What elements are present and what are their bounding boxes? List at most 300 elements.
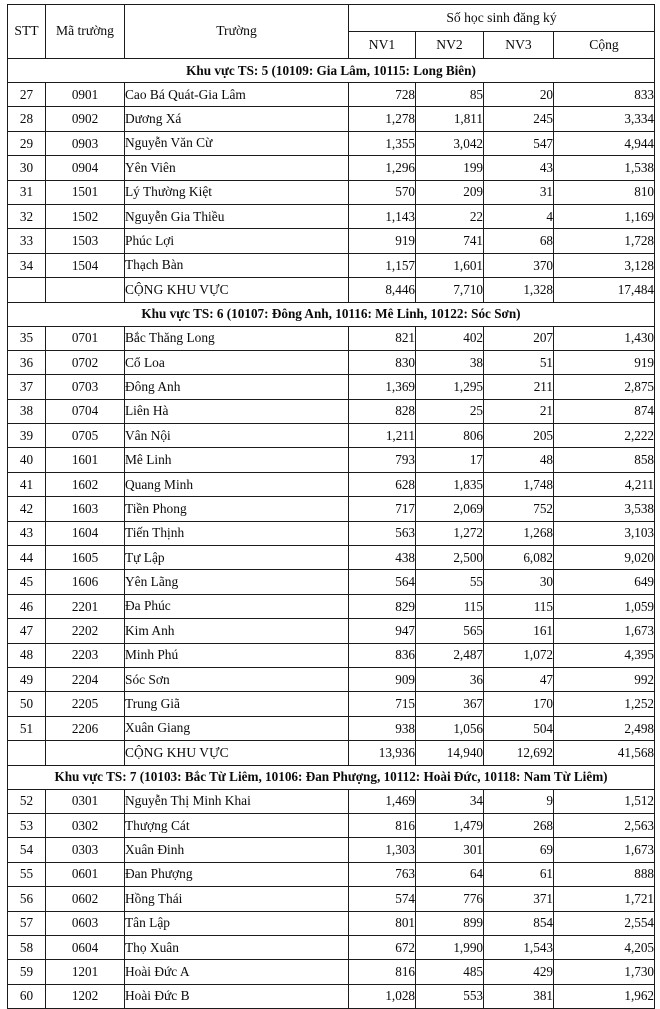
- cell-stt: 60: [8, 984, 46, 1008]
- cell-nv1: 1,211: [349, 424, 416, 448]
- cell-stt: 46: [8, 594, 46, 618]
- cell-cong: 4,211: [554, 472, 655, 496]
- cell-stt: 44: [8, 546, 46, 570]
- column-header-nv3: NV3: [484, 32, 554, 59]
- cell-nv1: 763: [349, 862, 416, 886]
- cell-nv1: 715: [349, 692, 416, 716]
- cell-nv3: 68: [484, 229, 554, 253]
- cell-nv1: 947: [349, 619, 416, 643]
- cell-cong: 1,059: [554, 594, 655, 618]
- cell-stt: 40: [8, 448, 46, 472]
- cell-nv2: 3,042: [416, 131, 484, 155]
- cell-nv3: 9: [484, 789, 554, 813]
- cell-ma-truong: 0604: [46, 935, 125, 959]
- cell-stt: 43: [8, 521, 46, 545]
- cell-cong: 833: [554, 83, 655, 107]
- cell-truong: Cổ Loa: [125, 350, 349, 374]
- cell-truong: Tiền Phong: [125, 497, 349, 521]
- cell-nv3: 47: [484, 667, 554, 691]
- cell-truong: Lý Thường Kiệt: [125, 180, 349, 204]
- cell-nv1: 717: [349, 497, 416, 521]
- cell-cong: 810: [554, 180, 655, 204]
- table-row: [8, 521, 655, 545]
- cell-cong: 41,568: [554, 741, 655, 765]
- cell-nv3: 245: [484, 107, 554, 131]
- table-row: [8, 131, 655, 155]
- cell-truong: Hoài Đức B: [125, 984, 349, 1008]
- section-header-row: [8, 302, 655, 326]
- cell-stt: 59: [8, 960, 46, 984]
- cell-nv1: 1,028: [349, 984, 416, 1008]
- cell-nv3: 43: [484, 156, 554, 180]
- cell-ma-truong: 1603: [46, 497, 125, 521]
- cell-ma-truong: 0705: [46, 424, 125, 448]
- cell-cong: 2,222: [554, 424, 655, 448]
- cell-stt: 41: [8, 472, 46, 496]
- section-header-label: Khu vực TS: 6 (10107: Đông Anh, 10116: Mê Linh, 10122: Sóc Sơn): [8, 302, 655, 326]
- table-row: [8, 253, 655, 277]
- cell-nv3: 4: [484, 204, 554, 228]
- cell-stt: 35: [8, 326, 46, 350]
- cell-nv2: 1,601: [416, 253, 484, 277]
- cell-nv1: 8,446: [349, 278, 416, 302]
- cell-nv3: 370: [484, 253, 554, 277]
- cell-nv3: 207: [484, 326, 554, 350]
- cell-stt: 28: [8, 107, 46, 131]
- cell-truong: Xuân Đinh: [125, 838, 349, 862]
- cell-nv2: 776: [416, 887, 484, 911]
- cell-ma-truong: 0903: [46, 131, 125, 155]
- cell-truong: Minh Phú: [125, 643, 349, 667]
- table-row: [8, 326, 655, 350]
- cell-nv1: 830: [349, 350, 416, 374]
- cell-ma-truong: 0301: [46, 789, 125, 813]
- cell-truong: Hồng Thái: [125, 887, 349, 911]
- column-header-ma-truong: Mã trường: [46, 5, 125, 59]
- cell-cong: 1,730: [554, 960, 655, 984]
- cell-nv3: 1,268: [484, 521, 554, 545]
- cell-nv3: 854: [484, 911, 554, 935]
- cell-nv1: 829: [349, 594, 416, 618]
- cell-stt: 30: [8, 156, 46, 180]
- cell-truong: Phúc Lợi: [125, 229, 349, 253]
- cell-ma-truong: 1201: [46, 960, 125, 984]
- cell-nv1: 1,157: [349, 253, 416, 277]
- cell-ma-truong: 0701: [46, 326, 125, 350]
- cell-ma-truong: 2203: [46, 643, 125, 667]
- cell-nv1: 1,278: [349, 107, 416, 131]
- cell-truong: Bắc Thăng Long: [125, 326, 349, 350]
- school-registration-table: [7, 4, 655, 1009]
- cell-nv2: 301: [416, 838, 484, 862]
- cell-nv2: 1,990: [416, 935, 484, 959]
- cell-nv3: 170: [484, 692, 554, 716]
- cell-stt: 45: [8, 570, 46, 594]
- cell-truong: CỘNG KHU VỰC: [125, 278, 349, 302]
- cell-cong: 1,721: [554, 887, 655, 911]
- cell-ma-truong: 1502: [46, 204, 125, 228]
- cell-cong: 1,673: [554, 619, 655, 643]
- table-row: [8, 813, 655, 837]
- cell-nv3: 211: [484, 375, 554, 399]
- cell-nv3: 21: [484, 399, 554, 423]
- cell-ma-truong: [46, 741, 125, 765]
- cell-ma-truong: [46, 278, 125, 302]
- cell-truong: Dương Xá: [125, 107, 349, 131]
- cell-truong: Sóc Sơn: [125, 667, 349, 691]
- cell-stt: 48: [8, 643, 46, 667]
- cell-cong: 2,563: [554, 813, 655, 837]
- cell-ma-truong: 2205: [46, 692, 125, 716]
- cell-nv2: 209: [416, 180, 484, 204]
- cell-nv1: 821: [349, 326, 416, 350]
- cell-stt: 37: [8, 375, 46, 399]
- cell-cong: 4,205: [554, 935, 655, 959]
- cell-cong: 9,020: [554, 546, 655, 570]
- cell-nv3: 1,543: [484, 935, 554, 959]
- table-row: [8, 399, 655, 423]
- cell-truong: Thượng Cát: [125, 813, 349, 837]
- cell-ma-truong: 0603: [46, 911, 125, 935]
- table-row: [8, 960, 655, 984]
- column-header-stt: STT: [8, 5, 46, 59]
- cell-nv3: 6,082: [484, 546, 554, 570]
- cell-cong: 919: [554, 350, 655, 374]
- cell-nv1: 909: [349, 667, 416, 691]
- cell-ma-truong: 1606: [46, 570, 125, 594]
- cell-cong: 1,538: [554, 156, 655, 180]
- cell-nv2: 14,940: [416, 741, 484, 765]
- table-row: [8, 497, 655, 521]
- cell-nv3: 752: [484, 497, 554, 521]
- table-row: [8, 350, 655, 374]
- cell-ma-truong: 0704: [46, 399, 125, 423]
- cell-stt: 56: [8, 887, 46, 911]
- cell-stt: 38: [8, 399, 46, 423]
- cell-cong: 1,430: [554, 326, 655, 350]
- table-row: [8, 789, 655, 813]
- cell-nv1: 828: [349, 399, 416, 423]
- cell-nv2: 1,479: [416, 813, 484, 837]
- cell-nv1: 801: [349, 911, 416, 935]
- column-header-group-so-hoc-sinh-dang-ky: Số học sinh đăng ký: [349, 5, 655, 32]
- cell-truong: Trung Giã: [125, 692, 349, 716]
- cell-nv2: 565: [416, 619, 484, 643]
- cell-ma-truong: 0303: [46, 838, 125, 862]
- cell-nv2: 34: [416, 789, 484, 813]
- cell-nv2: 485: [416, 960, 484, 984]
- cell-nv1: 1,296: [349, 156, 416, 180]
- cell-ma-truong: 0302: [46, 813, 125, 837]
- cell-nv1: 13,936: [349, 741, 416, 765]
- cell-ma-truong: 1504: [46, 253, 125, 277]
- cell-stt: 31: [8, 180, 46, 204]
- cell-nv2: 85: [416, 83, 484, 107]
- cell-cong: 1,169: [554, 204, 655, 228]
- cell-cong: 649: [554, 570, 655, 594]
- cell-cong: 1,673: [554, 838, 655, 862]
- cell-cong: 992: [554, 667, 655, 691]
- cell-truong: Hoài Đức A: [125, 960, 349, 984]
- table-body: [8, 59, 655, 1009]
- cell-nv2: 1,056: [416, 716, 484, 740]
- cell-nv3: 30: [484, 570, 554, 594]
- cell-cong: 2,554: [554, 911, 655, 935]
- cell-cong: 4,944: [554, 131, 655, 155]
- cell-truong: Thọ Xuân: [125, 935, 349, 959]
- cell-ma-truong: 1602: [46, 472, 125, 496]
- table-row: [8, 472, 655, 496]
- section-header-row: [8, 59, 655, 83]
- cell-nv1: 672: [349, 935, 416, 959]
- cell-nv3: 1,748: [484, 472, 554, 496]
- table-row: [8, 619, 655, 643]
- column-header-cong: Cộng: [554, 32, 655, 59]
- table-row: [8, 692, 655, 716]
- section-header-label: Khu vực TS: 7 (10103: Bắc Từ Liêm, 10106: Đan Phượng, 10112: Hoài Đức, 10118: Nam Từ Liêm): [8, 765, 655, 789]
- cell-cong: 1,252: [554, 692, 655, 716]
- cell-nv2: 741: [416, 229, 484, 253]
- cell-ma-truong: 1503: [46, 229, 125, 253]
- cell-truong: Thạch Bàn: [125, 253, 349, 277]
- cell-truong: Vân Nội: [125, 424, 349, 448]
- table-row: [8, 716, 655, 740]
- cell-nv3: 31: [484, 180, 554, 204]
- table-row: [8, 107, 655, 131]
- cell-nv1: 574: [349, 887, 416, 911]
- cell-truong: Liên Hà: [125, 399, 349, 423]
- table-row: [8, 862, 655, 886]
- table-row: [8, 570, 655, 594]
- cell-ma-truong: 0601: [46, 862, 125, 886]
- cell-nv2: 22: [416, 204, 484, 228]
- cell-stt: 36: [8, 350, 46, 374]
- cell-nv1: 793: [349, 448, 416, 472]
- cell-nv2: 17: [416, 448, 484, 472]
- cell-ma-truong: 1501: [46, 180, 125, 204]
- cell-nv2: 7,710: [416, 278, 484, 302]
- cell-truong: Tự Lập: [125, 546, 349, 570]
- table-row: [8, 667, 655, 691]
- cell-stt: 47: [8, 619, 46, 643]
- cell-nv1: 816: [349, 960, 416, 984]
- cell-stt: 53: [8, 813, 46, 837]
- cell-nv2: 115: [416, 594, 484, 618]
- cell-nv2: 2,487: [416, 643, 484, 667]
- table-row: [8, 180, 655, 204]
- cell-nv3: 1,072: [484, 643, 554, 667]
- cell-nv3: 20: [484, 83, 554, 107]
- cell-nv1: 1,369: [349, 375, 416, 399]
- cell-stt: 33: [8, 229, 46, 253]
- cell-nv2: 55: [416, 570, 484, 594]
- cell-stt: 54: [8, 838, 46, 862]
- cell-nv1: 1,469: [349, 789, 416, 813]
- cell-ma-truong: 2201: [46, 594, 125, 618]
- section-header-row: [8, 765, 655, 789]
- cell-stt: 55: [8, 862, 46, 886]
- cell-ma-truong: 0602: [46, 887, 125, 911]
- cell-nv1: 816: [349, 813, 416, 837]
- cell-nv2: 38: [416, 350, 484, 374]
- cell-ma-truong: 1202: [46, 984, 125, 1008]
- cell-truong: Yên Lãng: [125, 570, 349, 594]
- cell-ma-truong: 2202: [46, 619, 125, 643]
- cell-cong: 888: [554, 862, 655, 886]
- cell-nv1: 938: [349, 716, 416, 740]
- cell-nv2: 25: [416, 399, 484, 423]
- header-row-top: [8, 5, 655, 32]
- cell-nv2: 899: [416, 911, 484, 935]
- cell-ma-truong: 0702: [46, 350, 125, 374]
- cell-nv2: 1,811: [416, 107, 484, 131]
- table-row: [8, 83, 655, 107]
- table-row: [8, 887, 655, 911]
- cell-ma-truong: 1604: [46, 521, 125, 545]
- cell-nv1: 836: [349, 643, 416, 667]
- cell-ma-truong: 0703: [46, 375, 125, 399]
- cell-nv2: 806: [416, 424, 484, 448]
- cell-truong: Cao Bá Quát-Gia Lâm: [125, 83, 349, 107]
- cell-stt: 52: [8, 789, 46, 813]
- cell-cong: 17,484: [554, 278, 655, 302]
- cell-stt: 49: [8, 667, 46, 691]
- cell-nv2: 36: [416, 667, 484, 691]
- cell-cong: 2,498: [554, 716, 655, 740]
- cell-nv1: 1,303: [349, 838, 416, 862]
- cell-truong: Nguyễn Gia Thiều: [125, 204, 349, 228]
- cell-cong: 1,728: [554, 229, 655, 253]
- cell-nv2: 1,272: [416, 521, 484, 545]
- cell-truong: Đa Phúc: [125, 594, 349, 618]
- cell-nv1: 438: [349, 546, 416, 570]
- cell-nv3: 69: [484, 838, 554, 862]
- cell-nv2: 2,069: [416, 497, 484, 521]
- cell-nv3: 48: [484, 448, 554, 472]
- cell-nv3: 51: [484, 350, 554, 374]
- cell-nv1: 564: [349, 570, 416, 594]
- cell-nv2: 1,835: [416, 472, 484, 496]
- cell-nv3: 161: [484, 619, 554, 643]
- table-row: [8, 448, 655, 472]
- cell-cong: 874: [554, 399, 655, 423]
- cell-stt: 42: [8, 497, 46, 521]
- table-row: [8, 984, 655, 1008]
- table-row: [8, 546, 655, 570]
- cell-nv3: 205: [484, 424, 554, 448]
- cell-nv1: 570: [349, 180, 416, 204]
- cell-nv1: 1,143: [349, 204, 416, 228]
- cell-nv3: 371: [484, 887, 554, 911]
- cell-cong: 3,538: [554, 497, 655, 521]
- cell-cong: 1,512: [554, 789, 655, 813]
- cell-nv2: 402: [416, 326, 484, 350]
- cell-nv3: 268: [484, 813, 554, 837]
- table-row: [8, 424, 655, 448]
- cell-truong: Tiến Thịnh: [125, 521, 349, 545]
- table-row: [8, 911, 655, 935]
- cell-nv2: 199: [416, 156, 484, 180]
- table-row: [8, 156, 655, 180]
- cell-truong: Kim Anh: [125, 619, 349, 643]
- cell-nv1: 563: [349, 521, 416, 545]
- table-row: [8, 643, 655, 667]
- table-header: [8, 5, 655, 59]
- cell-ma-truong: 2206: [46, 716, 125, 740]
- table-row-total: [8, 741, 655, 765]
- cell-truong: CỘNG KHU VỰC: [125, 741, 349, 765]
- cell-ma-truong: 2204: [46, 667, 125, 691]
- cell-stt: 32: [8, 204, 46, 228]
- cell-stt: [8, 741, 46, 765]
- cell-nv3: 12,692: [484, 741, 554, 765]
- cell-nv3: 1,328: [484, 278, 554, 302]
- cell-nv2: 553: [416, 984, 484, 1008]
- cell-nv2: 1,295: [416, 375, 484, 399]
- cell-stt: 27: [8, 83, 46, 107]
- cell-truong: Nguyễn Thị Minh Khai: [125, 789, 349, 813]
- cell-cong: 2,875: [554, 375, 655, 399]
- cell-cong: 1,962: [554, 984, 655, 1008]
- cell-ma-truong: 0904: [46, 156, 125, 180]
- cell-cong: 3,334: [554, 107, 655, 131]
- cell-ma-truong: 1605: [46, 546, 125, 570]
- cell-nv3: 547: [484, 131, 554, 155]
- cell-stt: 50: [8, 692, 46, 716]
- cell-nv2: 367: [416, 692, 484, 716]
- cell-stt: 34: [8, 253, 46, 277]
- cell-cong: 3,103: [554, 521, 655, 545]
- cell-nv3: 504: [484, 716, 554, 740]
- cell-truong: Đan Phượng: [125, 862, 349, 886]
- cell-stt: 58: [8, 935, 46, 959]
- cell-cong: 4,395: [554, 643, 655, 667]
- table-row: [8, 229, 655, 253]
- cell-nv1: 628: [349, 472, 416, 496]
- cell-nv1: 1,355: [349, 131, 416, 155]
- cell-truong: Yên Viên: [125, 156, 349, 180]
- table-row-total: [8, 278, 655, 302]
- cell-ma-truong: 0901: [46, 83, 125, 107]
- cell-nv3: 429: [484, 960, 554, 984]
- table-row: [8, 375, 655, 399]
- cell-nv2: 64: [416, 862, 484, 886]
- cell-nv1: 919: [349, 229, 416, 253]
- table-row: [8, 838, 655, 862]
- cell-truong: Quang Minh: [125, 472, 349, 496]
- cell-truong: Nguyễn Văn Cừ: [125, 131, 349, 155]
- table-row: [8, 204, 655, 228]
- cell-truong: Tân Lập: [125, 911, 349, 935]
- cell-truong: Mê Linh: [125, 448, 349, 472]
- section-header-label: Khu vực TS: 5 (10109: Gia Lâm, 10115: Long Biên): [8, 59, 655, 83]
- column-header-nv2: NV2: [416, 32, 484, 59]
- cell-stt: 39: [8, 424, 46, 448]
- cell-stt: 51: [8, 716, 46, 740]
- column-header-truong: Trường: [125, 5, 349, 59]
- cell-ma-truong: 0902: [46, 107, 125, 131]
- cell-nv1: 728: [349, 83, 416, 107]
- cell-nv3: 381: [484, 984, 554, 1008]
- cell-nv2: 2,500: [416, 546, 484, 570]
- cell-cong: 3,128: [554, 253, 655, 277]
- cell-cong: 858: [554, 448, 655, 472]
- table-row: [8, 594, 655, 618]
- cell-stt: 57: [8, 911, 46, 935]
- cell-truong: Xuân Giang: [125, 716, 349, 740]
- table-row: [8, 935, 655, 959]
- cell-truong: Đông Anh: [125, 375, 349, 399]
